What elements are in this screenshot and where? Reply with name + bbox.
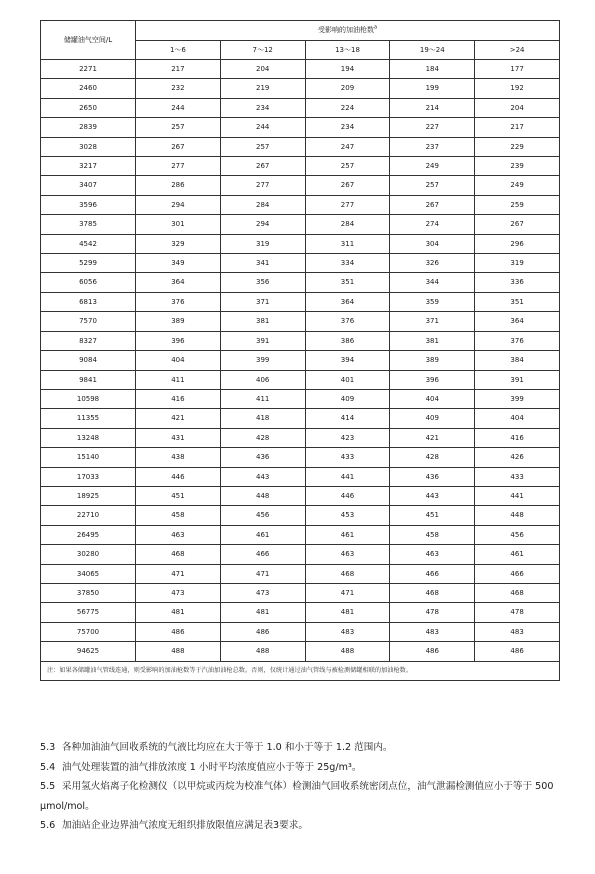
value-cell: 391 [220, 331, 305, 350]
col-header-guns: 13～18 [305, 41, 390, 60]
table-row [41, 389, 560, 408]
value-cell: 448 [475, 506, 560, 525]
value-cell: 389 [136, 312, 221, 331]
value-cell: 414 [305, 409, 390, 428]
value-cell: 433 [475, 467, 560, 486]
value-cell: 384 [475, 351, 560, 370]
value-cell: 411 [220, 389, 305, 408]
tank-space-cell: 22710 [41, 506, 136, 525]
clause-number: 5.6 [40, 820, 56, 831]
value-cell: 488 [305, 642, 390, 661]
table-row [41, 118, 560, 137]
value-cell: 247 [305, 137, 390, 156]
tank-space-cell: 3596 [41, 195, 136, 214]
clause-paragraph [40, 738, 570, 758]
value-cell: 411 [136, 370, 221, 389]
table-row [41, 254, 560, 273]
value-cell: 359 [390, 292, 475, 311]
tank-space-cell: 94625 [41, 642, 136, 661]
value-cell: 194 [305, 60, 390, 79]
value-cell: 239 [475, 157, 560, 176]
col-header-group [136, 21, 560, 41]
tank-space-cell: 6056 [41, 273, 136, 292]
value-cell: 284 [220, 195, 305, 214]
value-cell: 381 [220, 312, 305, 331]
value-cell: 438 [136, 448, 221, 467]
tank-space-cell: 2460 [41, 79, 136, 98]
value-cell: 426 [475, 448, 560, 467]
table-row [41, 525, 560, 544]
value-cell: 461 [220, 525, 305, 544]
value-cell: 486 [220, 622, 305, 641]
value-cell: 234 [220, 98, 305, 117]
clause-text: 各种加油油气回收系统的气液比均应在大于等于 1.0 和小于等于 1.2 范围内。 [62, 742, 393, 753]
tank-space-cell: 6813 [41, 292, 136, 311]
tank-space-cell: 3217 [41, 157, 136, 176]
value-cell: 319 [475, 254, 560, 273]
value-cell: 386 [305, 331, 390, 350]
value-cell: 267 [305, 176, 390, 195]
table-row [41, 137, 560, 156]
table-row [41, 60, 560, 79]
tank-space-cell: 9084 [41, 351, 136, 370]
value-cell: 301 [136, 215, 221, 234]
tank-space-cell: 75700 [41, 622, 136, 641]
clause-text: 油气处理装置的油气排放浓度 1 小时平均浓度值应小于等于 25g/m³。 [62, 761, 362, 773]
value-cell: 446 [136, 467, 221, 486]
value-cell: 436 [220, 448, 305, 467]
value-cell: 267 [475, 215, 560, 234]
value-cell: 441 [305, 467, 390, 486]
value-cell: 443 [220, 467, 305, 486]
value-cell: 227 [390, 118, 475, 137]
table-row [41, 564, 560, 583]
table-row [41, 409, 560, 428]
value-cell: 184 [390, 60, 475, 79]
value-cell: 456 [475, 525, 560, 544]
value-cell: 351 [305, 273, 390, 292]
value-cell: 209 [305, 79, 390, 98]
tank-space-cell: 2650 [41, 98, 136, 117]
value-cell: 468 [136, 545, 221, 564]
value-cell: 451 [390, 506, 475, 525]
value-cell: 488 [136, 642, 221, 661]
value-cell: 214 [390, 98, 475, 117]
value-cell: 433 [305, 448, 390, 467]
col-header-guns: >24 [475, 41, 560, 60]
value-cell: 461 [305, 525, 390, 544]
table-row [41, 312, 560, 331]
value-cell: 458 [136, 506, 221, 525]
value-cell: 486 [136, 622, 221, 641]
value-cell: 237 [390, 137, 475, 156]
value-cell: 351 [475, 292, 560, 311]
tank-space-cell: 7570 [41, 312, 136, 331]
value-cell: 286 [136, 176, 221, 195]
value-cell: 453 [305, 506, 390, 525]
value-cell: 451 [136, 486, 221, 505]
value-cell: 364 [475, 312, 560, 331]
value-cell: 267 [390, 195, 475, 214]
value-cell: 483 [305, 622, 390, 641]
tank-space-cell: 26495 [41, 525, 136, 544]
table-row [41, 292, 560, 311]
value-cell: 423 [305, 428, 390, 447]
value-cell: 259 [475, 195, 560, 214]
clause-paragraph [40, 816, 570, 836]
tank-space-cell: 3407 [41, 176, 136, 195]
tank-space-cell: 4542 [41, 234, 136, 253]
table-row [41, 603, 560, 622]
tank-space-cell: 10598 [41, 389, 136, 408]
value-cell: 409 [390, 409, 475, 428]
value-cell: 396 [136, 331, 221, 350]
table-row [41, 583, 560, 602]
value-cell: 421 [136, 409, 221, 428]
col-header-guns: 19～24 [390, 41, 475, 60]
value-cell: 471 [136, 564, 221, 583]
value-cell: 406 [220, 370, 305, 389]
value-cell: 274 [390, 215, 475, 234]
value-cell: 229 [475, 137, 560, 156]
value-cell: 418 [220, 409, 305, 428]
value-cell: 381 [390, 331, 475, 350]
tank-space-cell: 2839 [41, 118, 136, 137]
value-cell: 481 [220, 603, 305, 622]
value-cell: 478 [390, 603, 475, 622]
value-cell: 486 [390, 642, 475, 661]
value-cell: 461 [475, 545, 560, 564]
value-cell: 217 [475, 118, 560, 137]
value-cell: 334 [305, 254, 390, 273]
tank-space-cell: 3785 [41, 215, 136, 234]
table-body [41, 60, 560, 662]
tank-space-cell: 5299 [41, 254, 136, 273]
table-row [41, 331, 560, 350]
value-cell: 394 [305, 351, 390, 370]
value-cell: 488 [220, 642, 305, 661]
clause-number: 5.5 [40, 781, 56, 792]
value-cell: 483 [475, 622, 560, 641]
value-cell: 294 [136, 195, 221, 214]
value-cell: 296 [475, 234, 560, 253]
value-cell: 478 [475, 603, 560, 622]
value-cell: 471 [305, 583, 390, 602]
value-cell: 204 [475, 98, 560, 117]
tank-space-cell: 37850 [41, 583, 136, 602]
value-cell: 481 [136, 603, 221, 622]
value-cell: 267 [220, 157, 305, 176]
value-cell: 466 [220, 545, 305, 564]
value-cell: 224 [305, 98, 390, 117]
table-row [41, 215, 560, 234]
tank-space-cell: 17033 [41, 467, 136, 486]
tank-space-cell: 9841 [41, 370, 136, 389]
value-cell: 468 [390, 583, 475, 602]
value-cell: 277 [305, 195, 390, 214]
value-cell: 244 [136, 98, 221, 117]
value-cell: 336 [475, 273, 560, 292]
value-cell: 257 [220, 137, 305, 156]
table-row [41, 448, 560, 467]
tank-space-cell: 56775 [41, 603, 136, 622]
value-cell: 234 [305, 118, 390, 137]
value-cell: 376 [136, 292, 221, 311]
value-cell: 441 [475, 486, 560, 505]
table-row [41, 176, 560, 195]
value-cell: 436 [390, 467, 475, 486]
value-cell: 192 [475, 79, 560, 98]
table-row [41, 428, 560, 447]
value-cell: 219 [220, 79, 305, 98]
value-cell: 232 [136, 79, 221, 98]
value-cell: 284 [305, 215, 390, 234]
value-cell: 267 [136, 137, 221, 156]
value-cell: 473 [220, 583, 305, 602]
table-row [41, 486, 560, 505]
value-cell: 244 [220, 118, 305, 137]
value-cell: 416 [475, 428, 560, 447]
value-cell: 304 [390, 234, 475, 253]
tank-space-cell: 8327 [41, 331, 136, 350]
table-row [41, 506, 560, 525]
value-cell: 376 [475, 331, 560, 350]
value-cell: 319 [220, 234, 305, 253]
table-row [41, 98, 560, 117]
value-cell: 204 [220, 60, 305, 79]
value-cell: 396 [390, 370, 475, 389]
value-cell: 399 [220, 351, 305, 370]
table-row [41, 622, 560, 641]
value-cell: 199 [390, 79, 475, 98]
value-cell: 257 [390, 176, 475, 195]
value-cell: 311 [305, 234, 390, 253]
value-cell: 277 [220, 176, 305, 195]
clause-number: 5.3 [40, 742, 56, 753]
col-header-guns: 7～12 [220, 41, 305, 60]
value-cell: 277 [136, 157, 221, 176]
tank-space-cell: 30280 [41, 545, 136, 564]
value-cell: 404 [136, 351, 221, 370]
value-cell: 409 [305, 389, 390, 408]
group-header-text: 受影响的加油枪数 [317, 26, 374, 34]
data-table-container [40, 20, 560, 681]
clause-text: 采用氢火焰离子化检测仪（以甲烷或丙烷为校准气体）检测油气回收系统密闭点位，油气泄漏检测值应小于等于 500 μmol/mol。 [40, 781, 554, 812]
value-cell: 294 [220, 215, 305, 234]
tank-space-cell: 34065 [41, 564, 136, 583]
value-cell: 329 [136, 234, 221, 253]
tank-space-cell: 2271 [41, 60, 136, 79]
value-cell: 443 [390, 486, 475, 505]
value-cell: 371 [220, 292, 305, 311]
value-cell: 456 [220, 506, 305, 525]
data-table [40, 20, 560, 681]
value-cell: 421 [390, 428, 475, 447]
clause-number: 5.4 [40, 761, 56, 773]
value-cell: 326 [390, 254, 475, 273]
value-cell: 458 [390, 525, 475, 544]
value-cell: 217 [136, 60, 221, 79]
clauses [40, 738, 570, 836]
value-cell: 481 [305, 603, 390, 622]
table-row [41, 642, 560, 661]
value-cell: 404 [390, 389, 475, 408]
value-cell: 466 [475, 564, 560, 583]
table-row [41, 157, 560, 176]
value-cell: 486 [475, 642, 560, 661]
table-note: 注：如果各储罐油气管线连通，则受影响的加油枪数等于汽油加油枪总数。否则，仅统计通过油气管线与被检测储罐相联的加油枪数。 [41, 661, 560, 680]
col-header-guns: 1～6 [136, 41, 221, 60]
clause-paragraph [40, 758, 570, 778]
table-row [41, 545, 560, 564]
table-row [41, 234, 560, 253]
table-row [41, 273, 560, 292]
tank-space-cell: 15140 [41, 448, 136, 467]
value-cell: 404 [475, 409, 560, 428]
col-header-tank-space: 储罐油气空间/L [41, 21, 136, 60]
value-cell: 356 [220, 273, 305, 292]
value-cell: 371 [390, 312, 475, 331]
table-row [41, 195, 560, 214]
table-header-row [41, 21, 560, 41]
value-cell: 364 [136, 273, 221, 292]
value-cell: 344 [390, 273, 475, 292]
value-cell: 401 [305, 370, 390, 389]
table-row [41, 467, 560, 486]
value-cell: 341 [220, 254, 305, 273]
value-cell: 463 [136, 525, 221, 544]
value-cell: 349 [136, 254, 221, 273]
table-row [41, 79, 560, 98]
value-cell: 249 [475, 176, 560, 195]
tank-space-cell: 11355 [41, 409, 136, 428]
footnote-marker: a [373, 24, 378, 31]
table-note-row [41, 661, 560, 680]
value-cell: 483 [390, 622, 475, 641]
value-cell: 468 [305, 564, 390, 583]
table-row [41, 351, 560, 370]
value-cell: 257 [305, 157, 390, 176]
value-cell: 257 [136, 118, 221, 137]
value-cell: 468 [475, 583, 560, 602]
value-cell: 177 [475, 60, 560, 79]
value-cell: 431 [136, 428, 221, 447]
value-cell: 364 [305, 292, 390, 311]
value-cell: 399 [475, 389, 560, 408]
value-cell: 416 [136, 389, 221, 408]
value-cell: 463 [305, 545, 390, 564]
clause-paragraph [40, 777, 570, 816]
clause-text: 加油站企业边界油气浓度无组织排放限值应满足表3要求。 [62, 820, 308, 831]
value-cell: 391 [475, 370, 560, 389]
tank-space-cell: 18925 [41, 486, 136, 505]
tank-space-cell: 13248 [41, 428, 136, 447]
value-cell: 446 [305, 486, 390, 505]
value-cell: 428 [220, 428, 305, 447]
value-cell: 428 [390, 448, 475, 467]
value-cell: 473 [136, 583, 221, 602]
value-cell: 466 [390, 564, 475, 583]
value-cell: 471 [220, 564, 305, 583]
value-cell: 463 [390, 545, 475, 564]
value-cell: 448 [220, 486, 305, 505]
value-cell: 249 [390, 157, 475, 176]
tank-space-cell: 3028 [41, 137, 136, 156]
value-cell: 389 [390, 351, 475, 370]
table-row [41, 370, 560, 389]
value-cell: 376 [305, 312, 390, 331]
